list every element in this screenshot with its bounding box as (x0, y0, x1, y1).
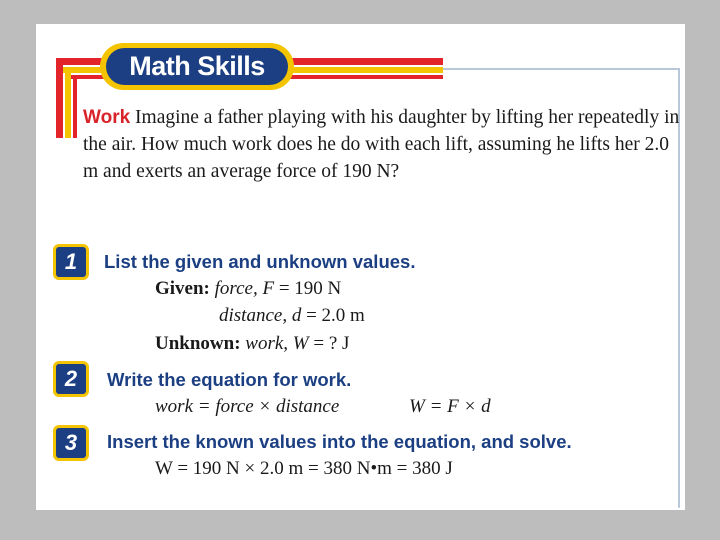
given-2-variable: distance, d (219, 305, 302, 326)
given-line-1 (155, 278, 341, 300)
equation-words: work = force × distance (155, 396, 340, 417)
red-stripe-vertical (56, 58, 63, 138)
yellow-stripe-vertical (65, 67, 71, 138)
unknown-label: Unknown: (155, 333, 241, 354)
badge-title: Math Skills (106, 48, 288, 85)
step-3-number: 3 (53, 425, 89, 461)
solution-line: W = 190 N × 2.0 m = 380 N•m = 380 J (155, 458, 453, 479)
red-stripe-vertical-inner (73, 75, 77, 138)
equation-symbols: W = F × d (409, 396, 491, 417)
problem-lead: Work (83, 107, 131, 128)
given-1-value: = 190 N (278, 278, 342, 299)
math-skills-badge (100, 43, 294, 90)
unknown-value: = ? J (313, 333, 350, 354)
unknown-variable: work, W (245, 333, 309, 354)
step-3-heading: Insert the known values into the equation, and solve. (107, 431, 572, 452)
problem-statement (83, 104, 683, 185)
step-1-number: 1 (53, 244, 89, 280)
given-label: Given: (155, 278, 210, 299)
top-border-rule (443, 68, 680, 70)
math-skills-card (36, 24, 685, 510)
given-2-value: = 2.0 m (306, 305, 365, 326)
step-2-heading: Write the equation for work. (107, 369, 352, 390)
given-line-2 (219, 305, 365, 327)
step-1-heading: List the given and unknown values. (104, 251, 416, 272)
given-1-variable: force, F (214, 278, 275, 299)
unknown-line (155, 333, 349, 355)
step-2-number: 2 (53, 361, 89, 397)
problem-text: Imagine a father playing with his daughter by lifting her repeatedly in the air. How much work does he do with each lift, assuming he lifts her 2.0 m and exerts an average force of 190 N? (83, 107, 680, 182)
